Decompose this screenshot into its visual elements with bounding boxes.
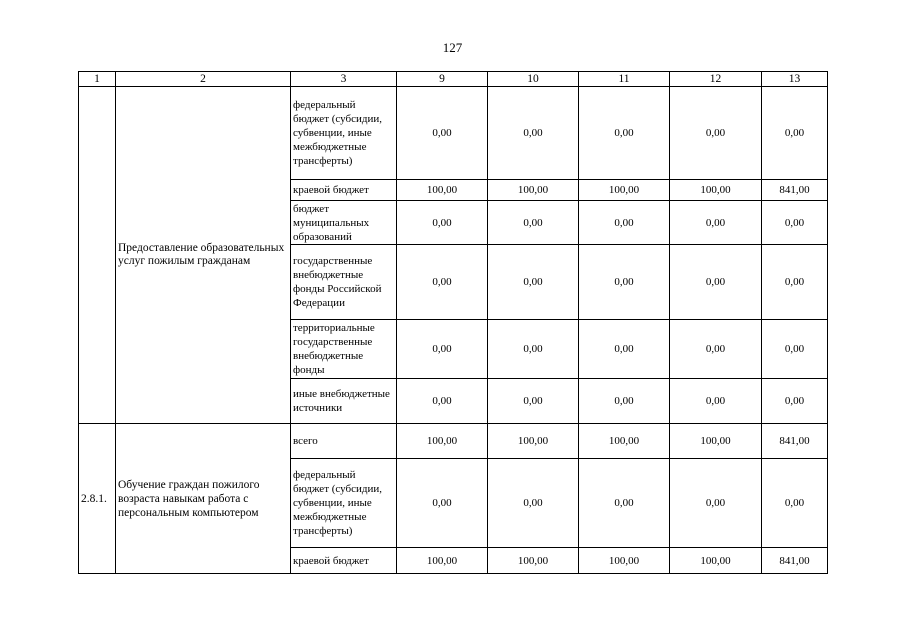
value-cell: 100,00 bbox=[397, 180, 488, 201]
page-number: 127 bbox=[442, 40, 463, 55]
source-label: федеральный бюджет (субсидии, субвенции, иные межбюджетные трансферты) bbox=[291, 459, 397, 548]
row-code: 2.8.1. bbox=[79, 424, 116, 574]
source-label: иные внебюджетные источники bbox=[291, 379, 397, 424]
value-cell: 0,00 bbox=[397, 87, 488, 180]
value-cell: 100,00 bbox=[670, 548, 762, 574]
value-cell: 0,00 bbox=[579, 87, 670, 180]
header-col-9: 9 bbox=[397, 72, 488, 87]
value-cell: 100,00 bbox=[488, 180, 579, 201]
value-cell: 0,00 bbox=[579, 201, 670, 245]
row-title: Обучение граждан пожилого возраста навыкам работа с персональным компьютером bbox=[116, 424, 291, 574]
value-cell: 0,00 bbox=[670, 379, 762, 424]
value-cell: 0,00 bbox=[579, 459, 670, 548]
value-cell: 0,00 bbox=[488, 459, 579, 548]
source-label: федеральный бюджет (субсидии, субвенции, иные межбюджетные трансферты) bbox=[291, 87, 397, 180]
value-cell: 0,00 bbox=[670, 320, 762, 379]
value-cell: 100,00 bbox=[397, 548, 488, 574]
table-row bbox=[79, 87, 828, 180]
total-cell: 841,00 bbox=[762, 548, 828, 574]
total-cell: 0,00 bbox=[762, 87, 828, 180]
value-cell: 0,00 bbox=[579, 379, 670, 424]
value-cell: 0,00 bbox=[397, 201, 488, 245]
value-cell: 0,00 bbox=[397, 245, 488, 320]
source-label: всего bbox=[291, 424, 397, 459]
value-cell: 100,00 bbox=[670, 424, 762, 459]
total-cell: 0,00 bbox=[762, 245, 828, 320]
value-cell: 0,00 bbox=[488, 245, 579, 320]
header-col-11: 11 bbox=[579, 72, 670, 87]
value-cell: 100,00 bbox=[397, 424, 488, 459]
row-title: Предоставление образовательных услуг пожилым гражданам bbox=[116, 87, 291, 424]
source-label: краевой бюджет bbox=[291, 548, 397, 574]
total-cell: 0,00 bbox=[762, 201, 828, 245]
value-cell: 0,00 bbox=[670, 459, 762, 548]
value-cell: 0,00 bbox=[670, 87, 762, 180]
value-cell: 0,00 bbox=[397, 459, 488, 548]
total-cell: 0,00 bbox=[762, 459, 828, 548]
header-row bbox=[79, 72, 828, 87]
value-cell: 100,00 bbox=[488, 424, 579, 459]
budget-table bbox=[78, 71, 828, 574]
value-cell: 0,00 bbox=[397, 320, 488, 379]
value-cell: 0,00 bbox=[579, 245, 670, 320]
total-cell: 841,00 bbox=[762, 180, 828, 201]
row-code bbox=[79, 87, 116, 424]
value-cell: 0,00 bbox=[670, 245, 762, 320]
source-label: краевой бюджет bbox=[291, 180, 397, 201]
value-cell: 0,00 bbox=[488, 87, 579, 180]
header-col-13: 13 bbox=[762, 72, 828, 87]
source-label: государственные внебюджетные фонды Российской Федерации bbox=[291, 245, 397, 320]
value-cell: 0,00 bbox=[488, 379, 579, 424]
header-col-1: 1 bbox=[79, 72, 116, 87]
value-cell: 100,00 bbox=[488, 548, 579, 574]
total-cell: 0,00 bbox=[762, 320, 828, 379]
value-cell: 100,00 bbox=[579, 180, 670, 201]
value-cell: 0,00 bbox=[488, 201, 579, 245]
value-cell: 0,00 bbox=[670, 201, 762, 245]
header-col-12: 12 bbox=[670, 72, 762, 87]
value-cell: 0,00 bbox=[579, 320, 670, 379]
value-cell: 0,00 bbox=[397, 379, 488, 424]
header-col-2: 2 bbox=[116, 72, 291, 87]
value-cell: 0,00 bbox=[488, 320, 579, 379]
source-label: бюджет муниципальных образований bbox=[291, 201, 397, 245]
total-cell: 841,00 bbox=[762, 424, 828, 459]
table-row bbox=[79, 424, 828, 459]
value-cell: 100,00 bbox=[670, 180, 762, 201]
header-col-10: 10 bbox=[488, 72, 579, 87]
header-col-3: 3 bbox=[291, 72, 397, 87]
source-label: территориальные государственные внебюджетные фонды bbox=[291, 320, 397, 379]
value-cell: 100,00 bbox=[579, 548, 670, 574]
value-cell: 100,00 bbox=[579, 424, 670, 459]
total-cell: 0,00 bbox=[762, 379, 828, 424]
